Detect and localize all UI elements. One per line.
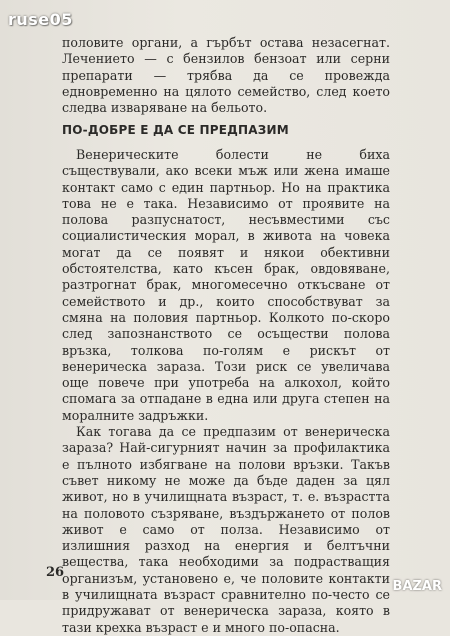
section-heading: ПО-ДОБРЕ Е ДА СЕ ПРЕДПАЗИМ [62, 123, 289, 137]
continued-paragraph [62, 35, 390, 116]
paragraph-text: половите органи, а гърбът остава незасегнат. Лечението — с бензилов бензоат или серни препарати — трябва да се провежда едновременно на цялото семейство, след което следва изваряване на бельото. [62, 35, 390, 116]
paragraph-1: Венерическите болести не биха съществували, ако всеки мъж или жена имаше контакт само с един партньор. Но на практика това не е така. Независимо от проявите на полова разпуснатост, несъвместими със социалистическия морал, в живота на човека могат да се появят и някои обективни обстоятелства, като късен брак, овдовяване, разтрогнат брак, многомесечно откъсване от семейството и др., които способствуват за смяна на половия партньор. Колкото по-скоро след запознанството се осъществи полова връзка, толкова по-голям е рискът от венерическа зараза. Този риск се увеличава още повече при употреба на алкохол, който спомага за отпадане в една или друга степен на моралните задръжки. [62, 147, 390, 423]
paragraph-2: Как тогава да се предпазим от венерическа зараза? Най-сигурният начин за профилактика е пълното избягване на полови връзки. Такъв съвет никому не може да бъде даден за цял живот, но в училищната възраст, т. е. възрастта на половото съзряване, въздържането от полов живот е само от полза. Независимо от излишния разход на енергия и белтъчни вещества, така необходими за подрастващия организъм, установено е, че половите контакти в училищната възраст сравнително по-често се придружават от венерическа зараза, която в тази крехка възраст е и много по-опасна. [62, 424, 390, 635]
watermark-logo-bottom: BAZAR [392, 579, 442, 594]
page-number: 26 [46, 565, 65, 580]
watermark-logo: ruse05 [8, 10, 73, 29]
section-body [62, 147, 390, 636]
